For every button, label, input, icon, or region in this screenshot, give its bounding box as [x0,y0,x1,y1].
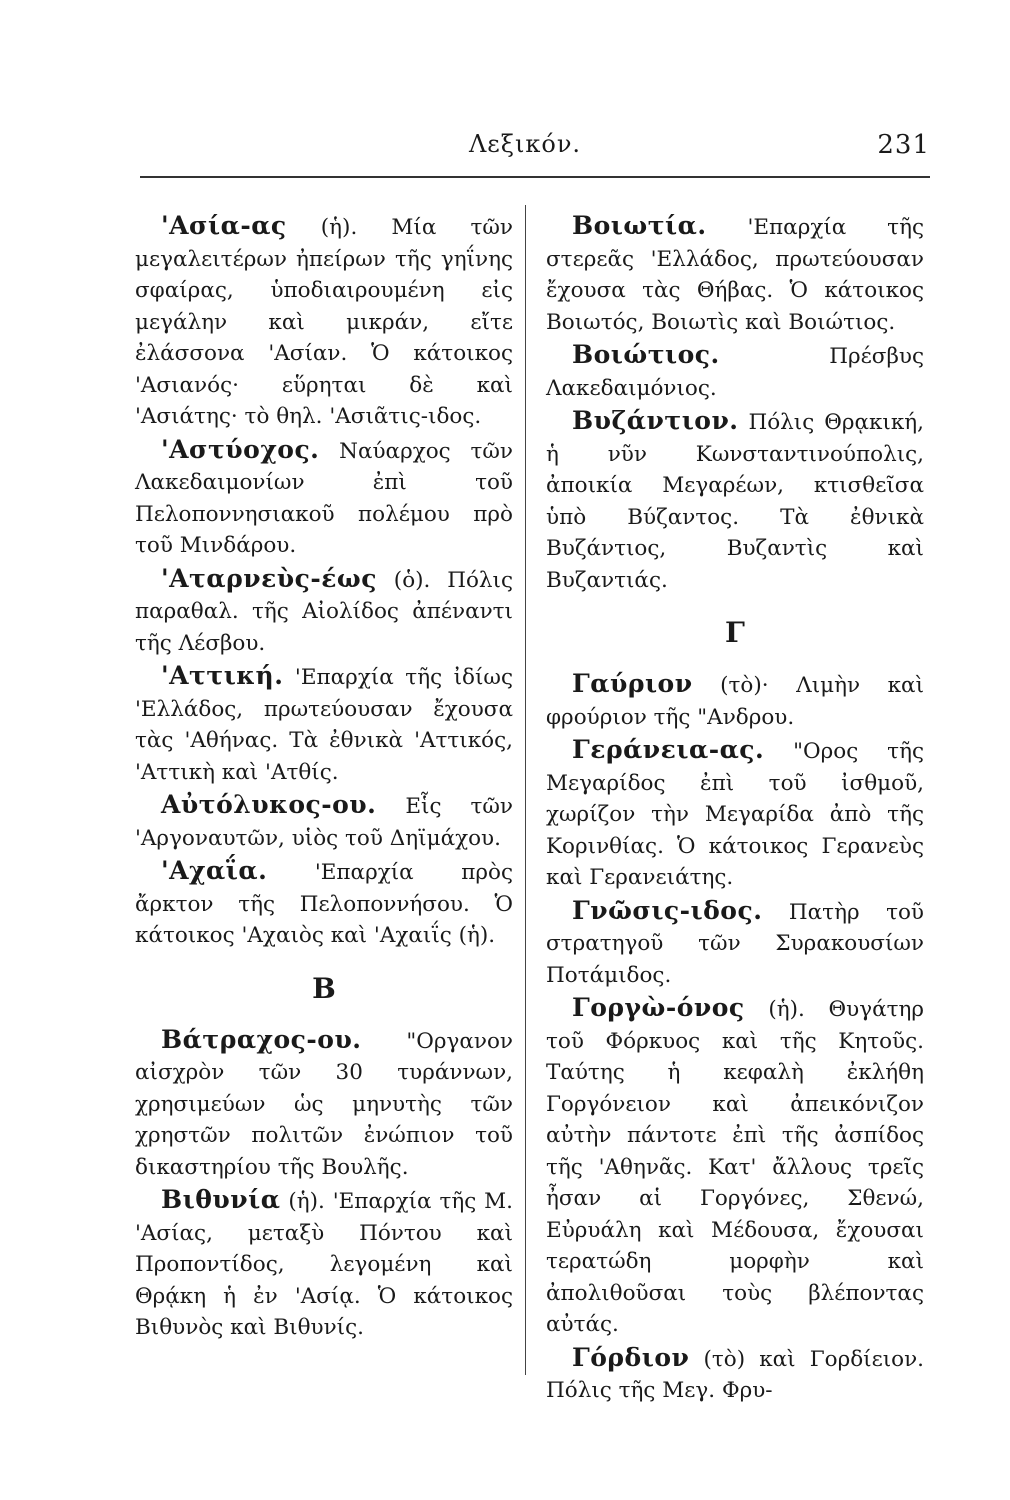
definition: 'Επαρχία τῆς στερεᾶς 'Ελλάδος, πρωτεύουσαν ἔχουσα τὰς Θήβας. Ὁ κάτοικος Βοιωτός, Βοιωτὶς καὶ Βοιώτιος. [546,215,924,335]
column-divider [525,205,526,1375]
definition: Πρέσβυς Λακεδαιμόνιος. [546,344,924,401]
headword: Βάτραχος-ου. [161,1024,362,1054]
dictionary-entry [546,339,924,404]
dictionary-entry [546,734,924,894]
definition: "Οργανον αἰσχρὸν τῶν 30 τυράννων, χρησιμεύων ὡς μηνυτὴς τῶν χρηστῶν πολιτῶν ἐνώπιον τοῦ δικαστηρίου τῆς Βουλῆς. [135,1028,513,1180]
definition: "Ορος τῆς Μεγαρίδος ἐπὶ τοῦ ἰσθμοῦ, χωρίζον τὴν Μεγαρίδα ἀπὸ τῆς Κορινθίας. Ὁ κάτοικος Γερανεὺς καὶ Γερανειάτης. [546,739,924,890]
headword: 'Αττική. [161,661,284,690]
headword: Γνῶσις-ιδος. [572,895,763,925]
definition: (τὸ)· Λιμὴν καὶ φρούριον τῆς "Ανδρου. [546,673,924,730]
dictionary-entry [135,210,513,433]
definition: 'Επαρχία πρὸς ἄρκτον τῆς Πελοποννήσου. Ὁ κάτοικος 'Αχαιὸς καὶ 'Αχαιΐς (ἡ). [135,860,513,948]
running-title: Λεξικόν. [468,130,582,158]
dictionary-entry [546,1342,924,1407]
headword: 'Αστύοχος. [161,434,320,464]
section-letter-b: Β [312,971,336,1005]
headword: Βοιωτία. [572,211,707,240]
definition: (ἡ). Θυγάτηρ τοῦ Φόρκυος καὶ τῆς Κητοῦς. Ταύτης ἡ κεφαλὴ ἐκλήθη Γοργόνειον καὶ ἀπεικόνιζον αὐτὴν πάντοτε ἐπὶ τῆς ἀσπίδος τῆς 'Αθηνᾶς. Κατ' ἄλλους τρεῖς ἦσαν αἱ Γοργόνες, Σθενώ, Εὐρυάλη καὶ Μέδουσα, ἔχουσαι τερατώδη μορφὴν καὶ ἀπολιθοῦσαι τοὺς βλέποντας αὐτάς. [546,997,924,1337]
definition: Πατὴρ τοῦ στρατηγοῦ τῶν Συρακουσίων Ποτάμιδος. [546,899,924,988]
headword: Βοιώτιος. [572,340,720,369]
headword: Βιθυνία [161,1185,281,1214]
headword: Γαύριον [572,669,693,698]
dictionary-entry [135,660,513,788]
right-column [546,210,924,1408]
dictionary-entry [546,210,924,338]
dictionary-entry [546,895,924,992]
definition: Ναύαρχος τῶν Λακεδαιμονίων ἐπὶ τοῦ Πελοποννησιακοῦ πολέμου πρὸ τοῦ Μινδάρου. [135,438,513,558]
definition: (τὸ) καὶ Γορδίειον. Πόλις τῆς Μεγ. Φρυ- [546,1346,924,1403]
headword: 'Αταρνεὺς-έως [161,563,377,593]
headword: Γοργὼ-όνος [572,993,745,1022]
headword: Γεράνεια-ας. [572,735,765,764]
definition: Πόλις Θρᾳκική, ἡ νῦν Κωνσταντινούπολις, ἀποικία Μεγαρέων, κτισθεῖσα ὑπὸ Βύζαντος. Τὰ ἐθνικὰ Βυζάντιος, Βυζαντὶς καὶ Βυζαντιάς. [546,410,924,593]
definition: 'Επαρχία τῆς ἰδίως 'Ελλάδος, πρωτεύουσαν ἔχουσα τὰς 'Αθήνας. Τὰ ἐθνικὰ 'Αττικός, 'Αττικὴ καὶ 'Ατθίς. [135,665,513,785]
dictionary-entry [135,1024,513,1184]
dictionary-entry [546,992,924,1341]
dictionary-entry [135,1184,513,1344]
page-number: 231 [877,130,930,160]
headword: Αὐτόλυκος-ου. [161,790,377,819]
page-header [120,130,930,170]
dictionary-entry [135,855,513,952]
dictionary-entry [546,405,924,596]
definition: (ὁ). Πόλις παραθαλ. τῆς Αἰολίδος ἀπέναντι τῆς Λέσβου. [135,567,513,656]
definition: Εἷς τῶν 'Αργοναυτῶν, υἱὸς τοῦ Δηϊμάχου. [135,794,513,851]
section-letter-g: Γ [725,616,745,649]
left-column [135,210,513,1345]
headword: Γόρδιον [572,1342,690,1372]
dictionary-entry [135,789,513,854]
header-rule [140,176,930,178]
dictionary-entry [135,563,513,660]
dictionary-entry [135,434,513,562]
dictionary-entry [546,668,924,733]
definition: (ἡ). Μία τῶν μεγαλειτέρων ἠπείρων τῆς γηΐνης σφαίρας, ὑποδιαιρουμένη εἰς μεγάλην καὶ μικράν, εἴτε ἐλάσσονα 'Ασίαν. Ὁ κάτοικος 'Ασιανός· εὕρηται δὲ καὶ 'Ασιάτης· τὸ θηλ. 'Ασιᾶτις-ιδος. [135,215,513,429]
definition: (ἡ). 'Επαρχία τῆς Μ. 'Ασίας, μεταξὺ Πόντου καὶ Προποντίδος, λεγομένη καὶ Θρᾴκη ἡ ἐν 'Ασίᾳ. Ὁ κάτοικος Βιθυνὸς καὶ Βιθυνίς. [135,1189,513,1340]
headword: 'Ασία-ας [161,211,287,240]
headword: 'Αχαΐα. [161,856,268,885]
headword: Βυζάντιον. [572,406,739,435]
